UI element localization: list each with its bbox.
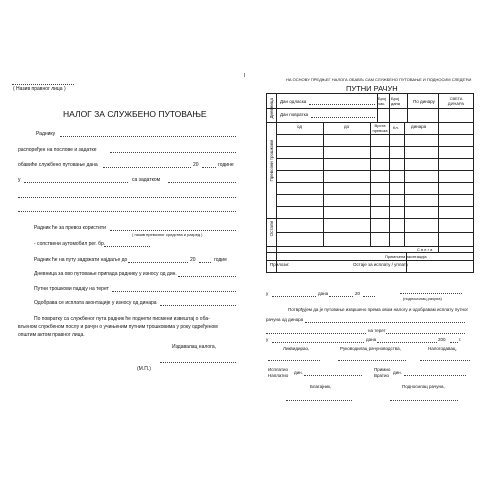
- row-line-10: [267, 218, 473, 219]
- worker-field[interactable]: [60, 136, 236, 137]
- paid-label-1: Исплатио: [268, 367, 289, 372]
- return-day-label: Дан повратка: [280, 112, 309, 117]
- received-label-2: Вратио: [374, 373, 389, 378]
- dinars-label: динара: [411, 124, 427, 129]
- legal-entity-label: ( Назив правног лица ): [13, 86, 66, 92]
- advance-label: Одобрава се исплата аконтације у износу од динара: [34, 300, 157, 306]
- paragraph-line-3: општим актом правног лица.: [18, 332, 85, 338]
- col-divider-to: [323, 122, 324, 246]
- stay-year-suffix: годие: [214, 257, 227, 263]
- confirm-line-1: Потврђујем да је путовање извршено према овом налогу и одобравам исплату путног: [288, 307, 469, 312]
- class-label: Кл.: [393, 125, 399, 130]
- advance-received-label: Примљена аконтација: [385, 254, 427, 259]
- page-marker: I: [244, 73, 246, 79]
- travel-bill-table: [266, 93, 474, 273]
- transport-note: ( назив превозног средства и разред ): [132, 232, 203, 237]
- transport-type-label: Врста превоза: [372, 123, 388, 133]
- row-line-7: [276, 182, 473, 183]
- daily-allowance-label: Дневница за ово путовање припада раднику у износу од дин.: [34, 271, 177, 277]
- submitter-signature[interactable]: [400, 293, 462, 294]
- place-label: у: [266, 291, 269, 296]
- received-label-1: Примио: [374, 367, 391, 372]
- costs-side-label: Превозни трошкови: [269, 140, 274, 182]
- destination-field[interactable]: [24, 182, 128, 183]
- order-giver-signature[interactable]: [420, 360, 470, 361]
- liquidator-label: Ликвидирао,: [283, 346, 310, 351]
- own-car-field[interactable]: [104, 246, 150, 247]
- transport-label: Радник ће за превоз користити: [34, 225, 106, 231]
- row-line-11: [276, 232, 473, 233]
- confirm-date-field[interactable]: [377, 342, 437, 343]
- stay-date-field[interactable]: [128, 262, 188, 263]
- row-line-4: [276, 146, 473, 147]
- departure-day-label: Дан одласка: [280, 99, 307, 104]
- task-label: са задатком: [132, 177, 161, 183]
- stay-label: Радник ће на путу задржати најдаље до: [34, 257, 128, 263]
- travel-year-prefix: 20: [193, 162, 199, 168]
- col-divider-type: [370, 122, 371, 246]
- costs-charged-label: Путни трошкови падају на терет: [34, 286, 109, 292]
- row-line-14: [267, 260, 473, 261]
- col-total-label: СВЕГА ДИНАРА: [447, 96, 465, 106]
- from-label: од: [297, 124, 303, 129]
- payout-submitter-signature[interactable]: [390, 400, 458, 401]
- order-giver-label: Налогодавац,: [428, 346, 457, 351]
- order-title: НАЛОГ ЗА СЛУЖБЕНО ПУТОВАЊЕ: [63, 109, 207, 119]
- remaining-label: Остаје за исплату / уплату: [353, 262, 409, 267]
- col-divider-dinars: [404, 122, 405, 246]
- row-line-2: [267, 122, 473, 123]
- stay-year-prefix: 20: [190, 257, 196, 263]
- payout-submitter-label: Подносилац рачуна,: [402, 384, 445, 389]
- attachments-label: Прилози:: [270, 262, 290, 267]
- row-line-12: [267, 246, 473, 247]
- basis-text: НА ОСНОВУ ПРЕДЊЕГ НАЛОГА ОБАВЉ САМ СЛУЖБЕНО ПУТОВАЊЕ И ПОДНОСИМ СЛЕДЕЋИ: [286, 77, 472, 82]
- confirm-words-field[interactable]: [266, 333, 366, 334]
- confirm-year-field[interactable]: [450, 342, 458, 343]
- col-divider-class: [389, 122, 390, 246]
- confirm-amount-label: рачуна од динара: [266, 317, 304, 322]
- worker-label: Раднику: [36, 131, 56, 137]
- travel-year-field[interactable]: [202, 167, 216, 168]
- year-prefix: 20: [355, 291, 361, 296]
- row-line-8: [276, 194, 473, 195]
- paid-din-label: дин.: [294, 370, 303, 375]
- accounting-head-signature[interactable]: [338, 360, 406, 361]
- stamp-label: (М.П.): [137, 366, 151, 372]
- accounting-head-label: Руководилац рачуноводства,: [340, 346, 401, 351]
- task-line-3[interactable]: [18, 211, 236, 212]
- confirm-amount-field[interactable]: [305, 322, 465, 323]
- departure-day-field[interactable]: [309, 104, 375, 105]
- col-days-label: Број дана: [391, 96, 400, 106]
- costs-charged-field[interactable]: [112, 291, 236, 292]
- confirm-year-number: 200: [438, 337, 446, 342]
- liquidator-signature[interactable]: [268, 360, 320, 361]
- stay-year-field[interactable]: [199, 262, 211, 263]
- sum-label: С в е г а: [417, 247, 433, 252]
- task-line-2[interactable]: [18, 197, 236, 198]
- own-car-label: - сопствени аутомобил рег. бр.: [34, 241, 106, 247]
- col-hours-label: Број час.: [378, 96, 386, 106]
- travel-date-field[interactable]: [103, 167, 191, 168]
- confirm-year-suffix: г.: [459, 337, 462, 342]
- row-line-1: [267, 108, 473, 109]
- confirm-place-field[interactable]: [272, 342, 364, 343]
- assigned-label: распоређен на пословe и задатке: [18, 147, 97, 153]
- cashier-label: Благајник,: [310, 384, 332, 389]
- advance-field[interactable]: [160, 305, 236, 306]
- row-line-13: [267, 252, 473, 253]
- issuer-signature[interactable]: [160, 362, 236, 363]
- return-day-field[interactable]: [311, 117, 375, 118]
- year-field[interactable]: [363, 296, 375, 297]
- other-side-label: Остали: [269, 221, 274, 237]
- assigned-field[interactable]: [110, 152, 236, 153]
- travel-year-suffix: године: [218, 162, 234, 168]
- row-line-5: [276, 158, 473, 159]
- legal-entity-line: [12, 84, 74, 85]
- to-label: до: [344, 124, 350, 129]
- destination-label: у: [18, 177, 21, 183]
- daily-allowance-field[interactable]: [178, 276, 236, 277]
- paragraph-line-1: По повратку са службеног пута радник ће поднети писмени извештај о оба-: [34, 316, 210, 322]
- task-field[interactable]: [168, 182, 236, 183]
- col-divider-total: [438, 94, 439, 252]
- travel-bill-title: ПУТНИ РАЧУН: [346, 84, 398, 93]
- received-din-label: дин.: [393, 370, 402, 375]
- confirm-day-label: дана: [366, 337, 377, 342]
- row-line-3: [276, 134, 473, 135]
- paragraph-line-2: вљеном службеном послу и рачун о учињеним путним трошковима у року одређеном: [18, 324, 218, 330]
- day-label: дана: [318, 291, 329, 296]
- cashier-signature[interactable]: [286, 400, 352, 401]
- issuer-label: Издавалац налога,: [172, 344, 216, 350]
- daily-side-label: Дневница: [269, 98, 274, 119]
- transport-field[interactable]: [110, 230, 236, 231]
- charged-field[interactable]: [386, 333, 465, 334]
- travel-date-label: обавиће службено путовање дана: [18, 162, 98, 168]
- row-line-6: [276, 170, 473, 171]
- paid-label-2: Наплатио: [268, 373, 289, 378]
- date-field[interactable]: [329, 296, 353, 297]
- charged-label: на терет: [368, 328, 386, 333]
- confirm-place-label: у: [266, 337, 269, 342]
- received-amount-field[interactable]: [404, 375, 466, 376]
- paid-amount-field[interactable]: [304, 375, 362, 376]
- submitter-label: (подносилац рачуна): [403, 296, 442, 301]
- col-rate-label: По динару: [413, 99, 435, 104]
- row-line-9: [276, 206, 473, 207]
- place-field[interactable]: [272, 296, 316, 297]
